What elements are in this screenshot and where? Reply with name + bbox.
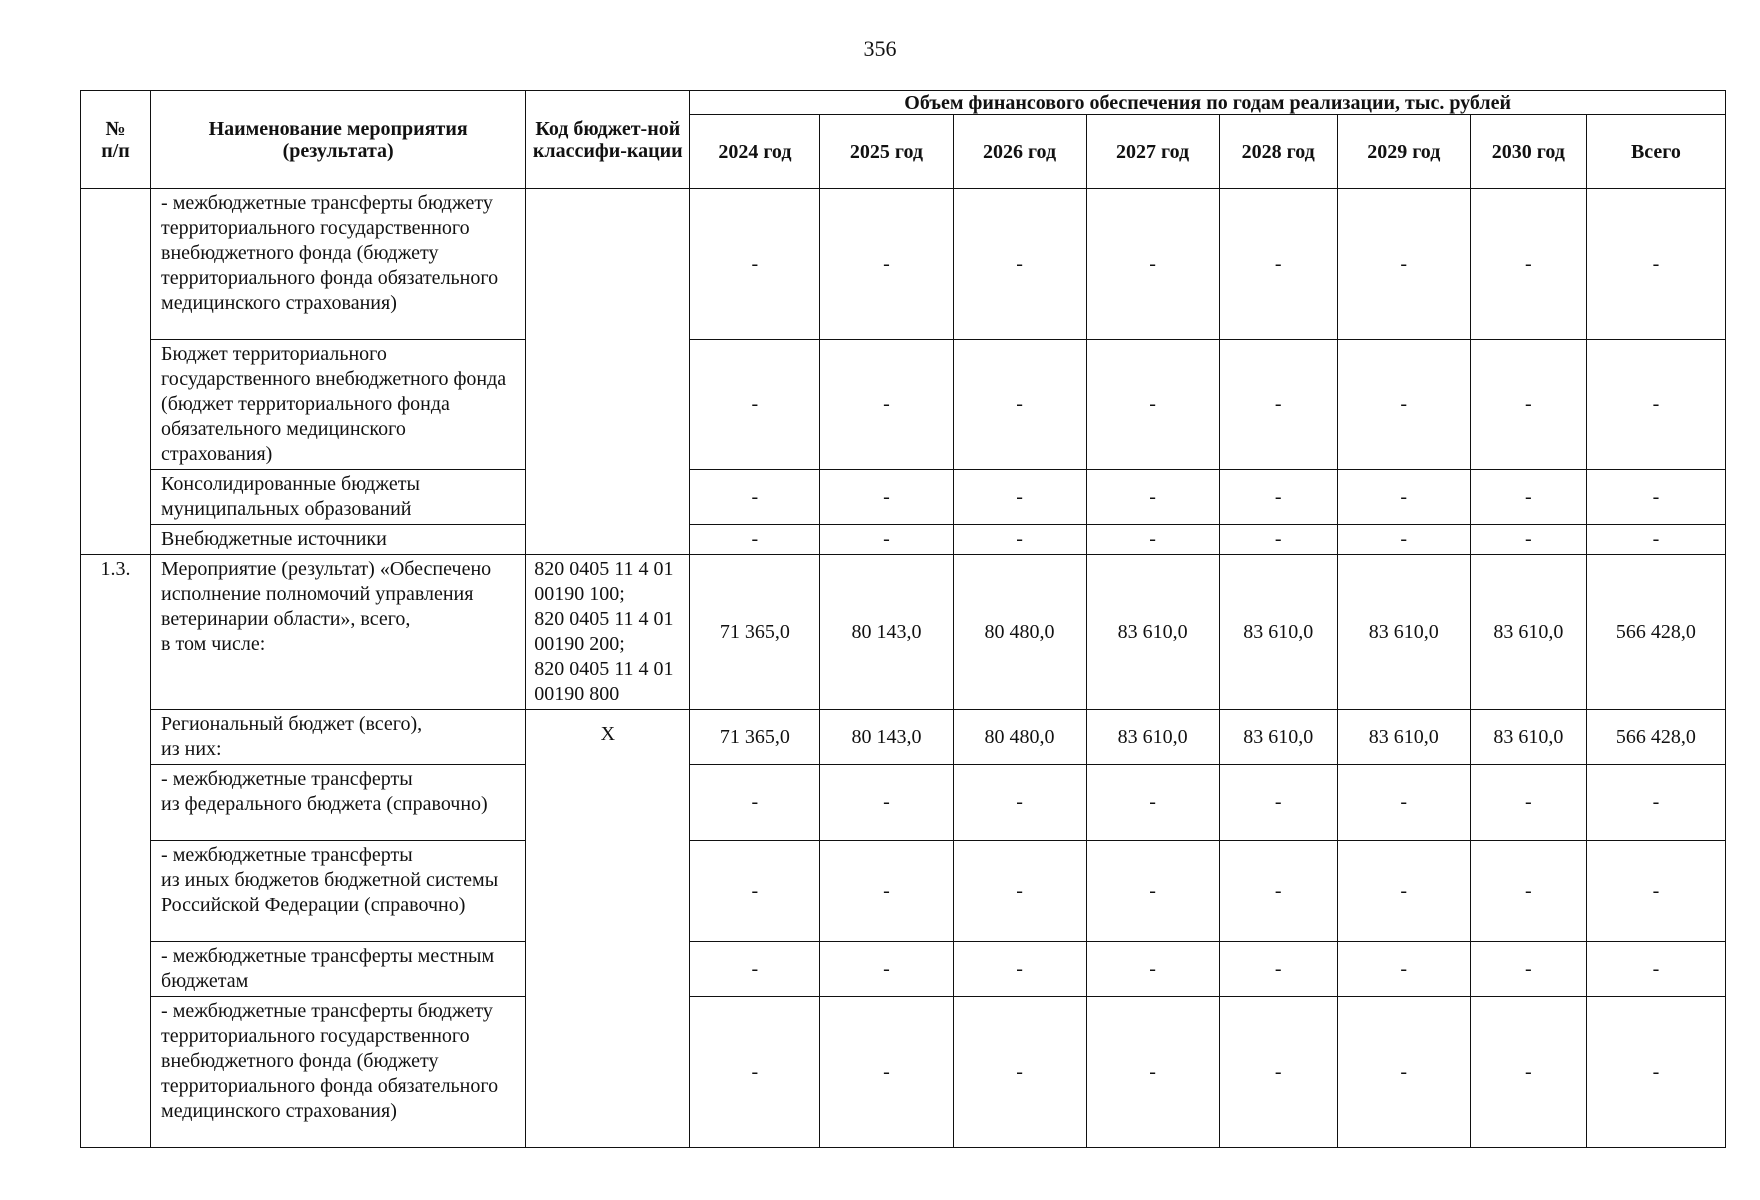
header-name: Наименование мероприятия (результата) — [151, 91, 526, 189]
value-cell: - — [820, 340, 953, 470]
value-cell: - — [690, 470, 820, 525]
value-cell: - — [1586, 525, 1725, 555]
value-cell: - — [1337, 525, 1470, 555]
value-cell: - — [1219, 765, 1337, 841]
row-name: - межбюджетные трансферты из иных бюджетов бюджетной системы Российской Федерации (справочно) — [151, 841, 526, 942]
row-name: Бюджет территориального государственного внебюджетного фонда (бюджет территориального фонда обязательного медицинского страхования) — [151, 340, 526, 470]
value-cell: - — [953, 997, 1086, 1148]
value-cell: - — [820, 765, 953, 841]
header-group: Объем финансового обеспечения по годам реализации, тыс. рублей — [690, 91, 1726, 115]
value-cell: - — [690, 997, 820, 1148]
table-row — [81, 340, 1726, 470]
header-year: 2029 год — [1337, 115, 1470, 189]
value-cell: - — [1586, 340, 1725, 470]
table-row — [81, 525, 1726, 555]
value-cell: - — [1586, 765, 1725, 841]
table-row — [81, 997, 1726, 1148]
value-cell: 80 143,0 — [820, 710, 953, 765]
value-cell: - — [1337, 997, 1470, 1148]
value-cell: 83 610,0 — [1470, 555, 1586, 710]
value-cell: - — [953, 942, 1086, 997]
value-cell: - — [690, 340, 820, 470]
header-num: № п/п — [81, 91, 151, 189]
value-cell: - — [820, 997, 953, 1148]
row-name: - межбюджетные трансферты местным бюджетам — [151, 942, 526, 997]
value-cell: - — [1086, 765, 1219, 841]
value-cell: 566 428,0 — [1586, 710, 1725, 765]
row-name: Внебюджетные источники — [151, 525, 526, 555]
value-cell: 83 610,0 — [1086, 555, 1219, 710]
value-cell: 71 365,0 — [690, 710, 820, 765]
header-code: Код бюджет-ной классифи-кации — [526, 91, 690, 189]
row-name: Региональный бюджет (всего), из них: — [151, 710, 526, 765]
value-cell: - — [1086, 340, 1219, 470]
value-cell: 83 610,0 — [1337, 710, 1470, 765]
header-year: 2030 год — [1470, 115, 1586, 189]
value-cell: - — [1586, 942, 1725, 997]
page-number: 356 — [863, 36, 897, 61]
row-code — [526, 189, 690, 555]
row-name: - межбюджетные трансферты из федерального бюджета (справочно) — [151, 765, 526, 841]
value-cell: - — [953, 765, 1086, 841]
value-cell: - — [1470, 525, 1586, 555]
value-cell: 83 610,0 — [1086, 710, 1219, 765]
table-row — [81, 841, 1726, 942]
header-year: 2024 год — [690, 115, 820, 189]
header-year: 2027 год — [1086, 115, 1219, 189]
budget-table — [80, 90, 1726, 1148]
value-cell: - — [953, 189, 1086, 340]
row-code: 820 0405 11 4 01 00190 100; 820 0405 11 4 01 00190 200; 820 0405 11 4 01 00190 800 — [526, 555, 690, 710]
value-cell: - — [1086, 942, 1219, 997]
value-cell: - — [1219, 189, 1337, 340]
value-cell: - — [1337, 189, 1470, 340]
table-row — [81, 470, 1726, 525]
value-cell: - — [1470, 470, 1586, 525]
value-cell: 566 428,0 — [1586, 555, 1725, 710]
value-cell: - — [1219, 942, 1337, 997]
row-name: Мероприятие (результат) «Обеспечено исполнение полномочий управления ветеринарии области», всего, в том числе: — [151, 555, 526, 710]
value-cell: - — [690, 942, 820, 997]
value-cell: - — [1086, 841, 1219, 942]
value-cell: - — [1470, 841, 1586, 942]
value-cell: - — [690, 189, 820, 340]
value-cell: - — [1086, 997, 1219, 1148]
value-cell: - — [820, 841, 953, 942]
table-row — [81, 710, 1726, 765]
value-cell: - — [953, 470, 1086, 525]
value-cell: - — [1219, 525, 1337, 555]
row-code: X — [526, 710, 690, 1148]
value-cell: - — [1337, 841, 1470, 942]
row-name: Консолидированные бюджеты муниципальных образований — [151, 470, 526, 525]
value-cell: - — [1219, 340, 1337, 470]
value-cell: - — [820, 470, 953, 525]
value-cell: 83 610,0 — [1219, 710, 1337, 765]
row-number: 1.3. — [81, 555, 151, 1148]
value-cell: 80 480,0 — [953, 555, 1086, 710]
row-name: - межбюджетные трансферты бюджету территориального государственного внебюджетного фонда (бюджету территориального фонда обязательного медицинского страхования) — [151, 189, 526, 340]
value-cell: - — [690, 525, 820, 555]
value-cell: 80 143,0 — [820, 555, 953, 710]
value-cell: - — [1470, 340, 1586, 470]
value-cell: 80 480,0 — [953, 710, 1086, 765]
value-cell: - — [690, 841, 820, 942]
table-row — [81, 765, 1726, 841]
table-row — [81, 555, 1726, 710]
value-cell: - — [1337, 942, 1470, 997]
header-year: 2028 год — [1219, 115, 1337, 189]
value-cell: 71 365,0 — [690, 555, 820, 710]
value-cell: - — [1586, 189, 1725, 340]
value-cell: - — [820, 525, 953, 555]
value-cell: - — [1470, 942, 1586, 997]
header-year: 2026 год — [953, 115, 1086, 189]
value-cell: 83 610,0 — [1219, 555, 1337, 710]
value-cell: - — [1337, 765, 1470, 841]
value-cell: - — [1086, 189, 1219, 340]
value-cell: - — [1086, 470, 1219, 525]
value-cell: - — [1470, 997, 1586, 1148]
value-cell: - — [953, 525, 1086, 555]
value-cell: - — [1219, 470, 1337, 525]
table-row — [81, 189, 1726, 340]
value-cell: - — [953, 340, 1086, 470]
value-cell: - — [1219, 841, 1337, 942]
value-cell: - — [1586, 470, 1725, 525]
header-year: 2025 год — [820, 115, 953, 189]
value-cell: - — [820, 189, 953, 340]
row-number — [81, 189, 151, 555]
value-cell: - — [1219, 997, 1337, 1148]
row-name: - межбюджетные трансферты бюджету территориального государственного внебюджетного фонда (бюджету территориального фонда обязательного медицинского страхования) — [151, 997, 526, 1148]
value-cell: - — [953, 841, 1086, 942]
value-cell: - — [1470, 765, 1586, 841]
table-row — [81, 942, 1726, 997]
value-cell: - — [1586, 997, 1725, 1148]
value-cell: - — [820, 942, 953, 997]
value-cell: - — [1337, 470, 1470, 525]
value-cell: 83 610,0 — [1470, 710, 1586, 765]
value-cell: - — [1086, 525, 1219, 555]
value-cell: - — [1470, 189, 1586, 340]
header-total: Всего — [1586, 115, 1725, 189]
value-cell: - — [1337, 340, 1470, 470]
value-cell: 83 610,0 — [1337, 555, 1470, 710]
value-cell: - — [1586, 841, 1725, 942]
value-cell: - — [690, 765, 820, 841]
